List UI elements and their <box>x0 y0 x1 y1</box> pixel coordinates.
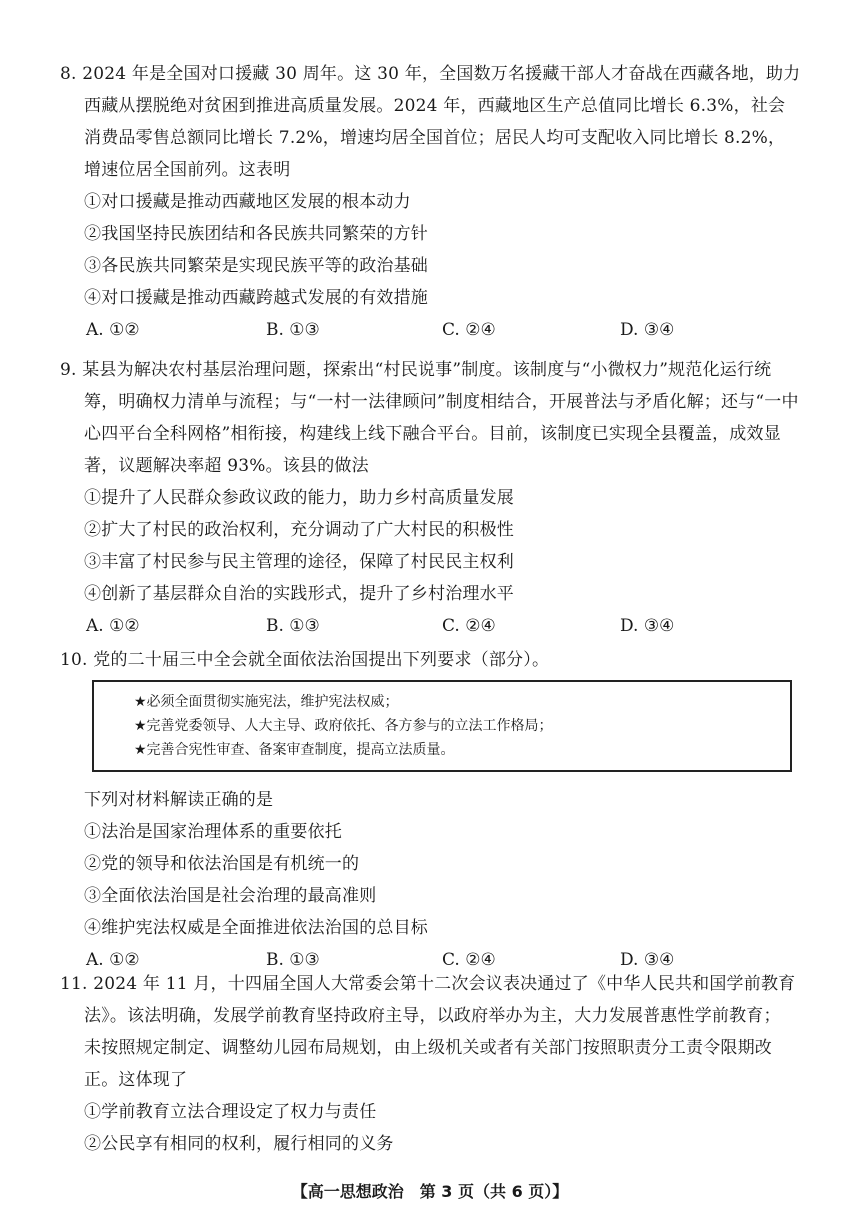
q9-item-2: ②扩大了村民的政治权利，充分调动了广大村民的积极性 <box>84 520 514 540</box>
material-line: ★完善党委领导、人大主导、政府依托、各方参与的立法工作格局； <box>134 718 553 734</box>
q8-option-d[interactable]: D. ③④ <box>620 320 675 340</box>
q9-item-4: ④创新了基层群众自治的实践形式，提升了乡村治理水平 <box>84 584 514 604</box>
q9-stem-line: 9. 某县为解决农村基层治理问题，探索出“村民说事”制度。该制度与“小微权力”规范化运行统 <box>60 360 772 380</box>
q10-option-d[interactable]: D. ③④ <box>620 950 675 970</box>
material-line: ★必须全面贯彻实施宪法，维护宪法权威； <box>134 694 399 710</box>
q10-item-2: ②党的领导和依法治国是有机统一的 <box>84 854 360 874</box>
q10-option-b[interactable]: B. ①③ <box>266 950 320 970</box>
page-footer: 【高一思想政治 第 3 页（共 6 页）】 <box>291 1182 569 1201</box>
q9-item-1: ①提升了人民群众参政议政的能力，助力乡村高质量发展 <box>84 488 514 508</box>
q8-option-a[interactable]: A. ①② <box>86 320 140 340</box>
q9-option-c[interactable]: C. ②④ <box>442 616 496 636</box>
q9-stem-line: 筹，明确权力清单与流程；与“一村一法律顾问”制度相结合，开展普法与矛盾化解；还与“一中 <box>84 392 799 412</box>
q10-item-3: ③全面依法治国是社会治理的最高准则 <box>84 886 377 906</box>
q10-item-4: ④维护宪法权威是全面推进依法治国的总目标 <box>84 918 428 938</box>
q11-stem-line: 未按照规定制定、调整幼儿园布局规划，由上级机关或者有关部门按照职责分工责令限期改 <box>84 1038 772 1058</box>
q8-item-1: ①对口援藏是推动西藏地区发展的根本动力 <box>84 192 411 212</box>
question-11 <box>60 968 808 1160</box>
q9-option-a[interactable]: A. ①② <box>86 616 140 636</box>
q8-item-2: ②我国坚持民族团结和各民族共同繁荣的方针 <box>84 224 428 244</box>
q8-stem-line: 8. 2024 年是全国对口援藏 30 周年。这 30 年，全国数万名援藏干部人才奋战在西藏各地，助力 <box>60 64 801 84</box>
q8-option-b[interactable]: B. ①③ <box>266 320 320 340</box>
q9-stem-line: 著，议题解决率超 93%。该县的做法 <box>84 456 369 476</box>
q10-option-c[interactable]: C. ②④ <box>442 950 496 970</box>
q8-stem-line: 西藏从摆脱绝对贫困到推进高质量发展。2024 年，西藏地区生产总值同比增长 6.3%，社会 <box>84 96 786 116</box>
q9-option-b[interactable]: B. ①③ <box>266 616 320 636</box>
q11-item-1: ①学前教育立法合理设定了权力与责任 <box>84 1102 377 1122</box>
q9-stem-line: 心四平台全科网格”相衔接，构建线上线下融合平台。目前，该制度已实现全县覆盖，成效显 <box>84 424 781 444</box>
question-9 <box>60 354 808 642</box>
question-10-body <box>60 784 808 976</box>
material-box <box>92 680 792 772</box>
q10-option-a[interactable]: A. ①② <box>86 950 140 970</box>
q9-item-3: ③丰富了村民参与民主管理的途径，保障了村民民主权利 <box>84 552 514 572</box>
q8-option-c[interactable]: C. ②④ <box>442 320 496 340</box>
material-line: ★完善合宪性审查、备案审查制度，提高立法质量。 <box>134 742 455 758</box>
q9-options <box>60 610 808 642</box>
q8-stem-line: 消费品零售总额同比增长 7.2%，增速均居全国首位；居民人均可支配收入同比增长 8.2%， <box>84 128 786 148</box>
q8-stem-line: 增速位居全国前列。这表明 <box>84 160 291 180</box>
q11-stem-line: 11. 2024 年 11 月，十四届全国人大常委会第十二次会议表决通过了《中华人民共和国学前教育 <box>60 974 796 994</box>
q9-option-d[interactable]: D. ③④ <box>620 616 675 636</box>
q10-question: 下列对材料解读正确的是 <box>84 790 274 810</box>
q10-stem-line: 10. 党的二十届三中全会就全面依法治国提出下列要求（部分）。 <box>60 650 550 670</box>
question-8 <box>60 58 808 346</box>
q8-item-4: ④对口援藏是推动西藏跨越式发展的有效措施 <box>84 288 428 308</box>
q10-item-1: ①法治是国家治理体系的重要依托 <box>84 822 342 842</box>
q8-options <box>60 314 808 346</box>
q8-item-3: ③各民族共同繁荣是实现民族平等的政治基础 <box>84 256 428 276</box>
q11-stem-line: 正。这体现了 <box>84 1070 188 1090</box>
q11-item-2: ②公民享有相同的权利，履行相同的义务 <box>84 1134 394 1154</box>
q11-stem-line: 法》。该法明确，发展学前教育坚持政府主导，以政府举办为主，大力发展普惠性学前教育； <box>84 1006 781 1026</box>
question-10 <box>60 644 808 676</box>
